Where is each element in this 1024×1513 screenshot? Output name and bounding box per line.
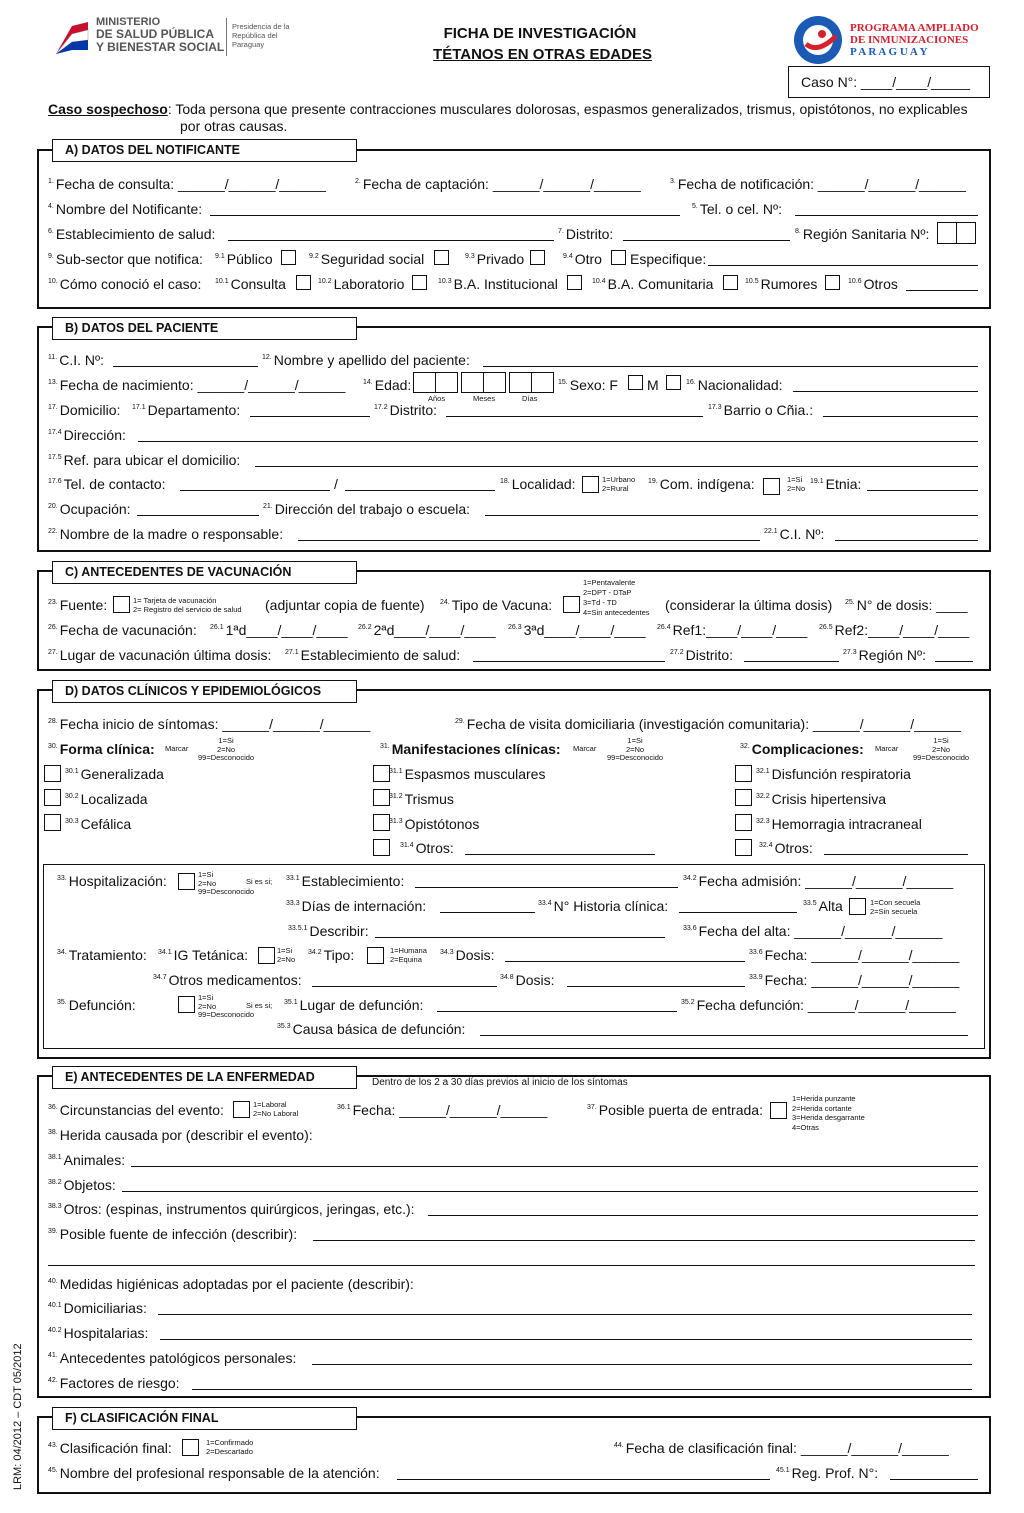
ci-madre-line[interactable] xyxy=(835,540,978,541)
domicilio-label: $^{17.}$ Domicilio: xyxy=(48,402,121,418)
ministry-line2: DE SALUD PÚBLICA xyxy=(96,27,215,41)
dosis-ig-line[interactable] xyxy=(505,961,745,962)
cefalica-checkbox[interactable] xyxy=(44,814,61,831)
hospitalarias-line[interactable] xyxy=(160,1339,972,1340)
hosp-establecimiento-label: $^{33.1}$ Establecimiento: xyxy=(286,873,405,889)
fecha-consulta-field[interactable]: $^{1.}$ Fecha de consulta: ______/______/______ xyxy=(48,176,326,192)
section-c-header: C) ANTECEDENTES DE VACUNACIÓN xyxy=(52,561,357,584)
compl-marcar-text: Marcar xyxy=(875,744,899,753)
fecha-nacimiento-field[interactable]: $^{13.}$ Fecha de nacimiento: ______/______/______ xyxy=(48,377,346,393)
compl-otros-label: $^{32.4}$ Otros: xyxy=(759,840,813,856)
telefono-label: $^{5.}$ Tel. o cel. Nº: xyxy=(692,201,782,217)
hospitalizacion-label: $^{33.}$ Hospitalización: xyxy=(57,873,167,889)
localidad-options: 1=Urbano 2=Rural xyxy=(602,475,636,493)
com-indigena-options: 1=Si 2=No xyxy=(787,475,806,493)
profesional-label: $^{45.}$ Nombre del profesional responsable de la atención: xyxy=(48,1465,380,1481)
tel-contacto-line1[interactable] xyxy=(180,490,330,491)
privado-label: $^{9.3}$ Privado xyxy=(465,251,525,267)
otros-herida-line[interactable] xyxy=(428,1215,978,1216)
hosp-establecimiento-line[interactable] xyxy=(415,887,678,888)
seguridad-social-label: $^{9.2}$ Seguridad social xyxy=(309,251,425,267)
circunstancias-checkbox[interactable] xyxy=(233,1101,250,1118)
sexo-f-checkbox[interactable] xyxy=(628,375,643,390)
trismus-label: $^{31.2}$ Trismus xyxy=(389,791,454,807)
direccion-label: $^{17.4}$ Dirección: xyxy=(48,427,126,443)
tel-slash: / xyxy=(334,476,338,492)
otros-medicamentos-label: $^{34.7}$ Otros medicamentos: xyxy=(153,972,302,988)
clasificacion-final-checkbox[interactable] xyxy=(182,1439,199,1456)
reg-prof-line[interactable] xyxy=(890,1479,978,1480)
hosp-si-es-si: Si es si; xyxy=(246,877,273,886)
historia-clinica-line[interactable] xyxy=(679,912,797,913)
circunstancias-label: $^{36.}$ Circunstancias del evento: xyxy=(48,1102,224,1118)
defuncion-options: 1=Si 2=No 99=Desconocido xyxy=(198,993,255,1019)
ministry-line3: Y BIENESTAR SOCIAL xyxy=(96,40,225,54)
sexo-m-label: M xyxy=(647,377,659,393)
alta-options: 1=Con secuela 2=Sin secuela xyxy=(870,898,921,916)
opistotonos-label: $^{31.3}$ Opistótonos xyxy=(389,816,480,832)
suspected-case-label: Caso sospechoso xyxy=(48,101,168,117)
manif-otros-checkbox[interactable] xyxy=(373,839,390,856)
trismus-checkbox[interactable] xyxy=(373,789,390,806)
nombre-paciente-label: $^{12.}$ Nombre y apellido del paciente: xyxy=(262,352,470,368)
hospitalizacion-checkbox[interactable] xyxy=(178,873,195,890)
nombre-madre-label: $^{22.}$ Nombre de la madre o responsable: xyxy=(48,526,284,542)
barrio-label: $^{17.3}$ Barrio o Cñia.: xyxy=(708,402,814,418)
subsector-label: $^{9.}$ Sub-sector que notifica: xyxy=(48,251,203,267)
fecha-med-field[interactable]: $^{33.9}$ Fecha: ______/______/______ xyxy=(749,972,960,988)
nacionalidad-label: $^{16.}$ Nacionalidad: xyxy=(686,377,783,393)
rumores-label: $^{10.5}$ Rumores xyxy=(745,276,818,292)
adjuntar-fuente-note: (adjuntar copia de fuente) xyxy=(265,597,425,613)
seguridad-social-checkbox[interactable] xyxy=(434,250,449,265)
espasmos-checkbox[interactable] xyxy=(373,765,390,782)
localidad-label: $^{18.}$ Localidad: xyxy=(500,476,576,492)
anos-caption: Años xyxy=(428,394,446,403)
alta-checkbox[interactable] xyxy=(849,898,866,915)
meses-caption: Meses xyxy=(473,394,496,403)
otros-line[interactable] xyxy=(906,290,978,291)
localidad-checkbox[interactable] xyxy=(582,476,599,493)
complicaciones-label: $^{32.}$ Complicaciones: xyxy=(740,741,864,757)
lugar-defuncion-line[interactable] xyxy=(437,1011,677,1012)
edad-dias-box1[interactable] xyxy=(509,372,532,393)
section-a-header: A) DATOS DEL NOTIFICANTE xyxy=(52,139,357,162)
manif-options: 1=Si 2=No 99=Desconocido xyxy=(607,736,664,762)
dias-internacion-label: $^{33.3}$ Días de internación: xyxy=(286,898,427,914)
telefono-line[interactable] xyxy=(795,215,978,216)
dosis3-field[interactable]: $^{26.3}$ 3ªd____/____/____ xyxy=(508,622,646,638)
dias-internacion-line[interactable] xyxy=(440,912,535,913)
direccion-trabajo-line[interactable] xyxy=(485,515,978,516)
ig-tetanica-options: 1=Si 2=No xyxy=(277,946,296,964)
barrio-line[interactable] xyxy=(823,416,978,417)
generalizada-checkbox[interactable] xyxy=(44,765,61,782)
localizada-checkbox[interactable] xyxy=(44,789,61,806)
tratamiento-label: $^{34.}$ Tratamiento: xyxy=(57,947,147,963)
opistotonos-checkbox[interactable] xyxy=(373,814,390,831)
especifique-label: Especifique: xyxy=(630,251,707,267)
circunstancias-options: 1=Laboral 2=No Laboral xyxy=(253,1100,299,1118)
puerta-entrada-options: 1=Herida punzante 2=Herida cortante 3=Herida desgarrante 4=Otras xyxy=(792,1094,865,1132)
alta-label: $^{33.5}$ Alta xyxy=(803,898,843,914)
def-si-es-si: Si es si; xyxy=(246,1001,273,1010)
dosis-ig-label: $^{34.3}$ Dosis: xyxy=(440,947,495,963)
referencia-label: $^{17.5}$ Ref. para ubicar el domicilio: xyxy=(48,452,241,468)
pai-line2: DE INMUNIZACIONES xyxy=(850,34,969,46)
antecedentes-patologicos-label: $^{41.}$ Antecedentes patológicos personales: xyxy=(48,1350,297,1366)
establecimiento-vac-line[interactable] xyxy=(473,661,665,662)
fuente-label: $^{23.}$ Fuente: xyxy=(48,597,108,613)
section-d-header: D) DATOS CLÍNICOS Y EPIDEMIOLÓGICOS xyxy=(52,680,357,703)
causa-defuncion-label: $^{35.3}$ Causa básica de defunción: xyxy=(277,1021,466,1037)
ocupacion-label: $^{20.}$ Ocupación: xyxy=(48,501,131,517)
section-e-header: E) ANTECEDENTES DE LA ENFERMEDAD xyxy=(52,1066,357,1089)
medidas-higienicas-label: $^{40.}$ Medidas higiénicas adoptadas por el paciente (describir): xyxy=(48,1276,414,1292)
otro-label: $^{9.4}$ Otro xyxy=(563,251,602,267)
refuerzo1-field[interactable]: $^{26.4}$ Ref1:____/____/____ xyxy=(657,622,808,638)
tipo-vacuna-label: $^{24.}$ Tipo de Vacuna: xyxy=(440,597,553,613)
generalizada-label: $^{30.1}$ Generalizada xyxy=(65,766,164,782)
dias-caption: Días xyxy=(522,394,538,403)
numero-dosis-field[interactable]: $^{25.}$ N° de dosis: ____ xyxy=(845,597,968,613)
laboratorio-label: $^{10.2}$ Laboratorio xyxy=(318,276,405,292)
animales-label: $^{38.1}$ Animales: xyxy=(48,1152,126,1168)
pai-logo xyxy=(792,14,1002,66)
otro-checkbox[interactable] xyxy=(611,250,626,265)
nombre-madre-line[interactable] xyxy=(298,540,760,541)
domiciliarias-label: $^{40.1}$ Domiciliarias: xyxy=(48,1300,147,1316)
disfuncion-checkbox[interactable] xyxy=(735,765,752,782)
dosis-med-label: $^{34.8}$ Dosis: xyxy=(500,972,555,988)
fecha-defuncion-field[interactable]: $^{35.2}$ Fecha defunción: ______/______/______ xyxy=(681,997,956,1013)
describir-line[interactable] xyxy=(375,937,665,938)
factores-riesgo-label: $^{42.}$ Factores de riesgo: xyxy=(48,1375,180,1391)
defuncion-label: $^{35.}$ Defunción: xyxy=(57,997,136,1013)
region-sanitaria-box1[interactable] xyxy=(937,222,957,244)
fecha-vacunacion-label: $^{26.}$ Fecha de vacunación: xyxy=(48,622,197,638)
compl-options: 1=Si 2=No 99=Desconocido xyxy=(913,736,970,762)
section-b-box xyxy=(37,326,991,552)
hemorragia-checkbox[interactable] xyxy=(735,814,752,831)
dosis2-field[interactable]: $^{26.2}$ 2ªd____/____/____ xyxy=(358,622,496,638)
fecha-evento-field[interactable]: $^{36.1}$ Fecha: ______/______/______ xyxy=(337,1102,548,1118)
laboratorio-checkbox[interactable] xyxy=(412,275,427,290)
dosis-med-line[interactable] xyxy=(567,986,745,987)
tipo-vacuna-checkbox[interactable] xyxy=(563,596,580,613)
distrito-vac-line[interactable] xyxy=(744,661,839,662)
crisis-label: $^{32.2}$ Crisis hipertensiva xyxy=(756,791,886,807)
herida-causada-label: $^{38.}$ Herida causada por (describir el evento): xyxy=(48,1127,313,1143)
objetos-line[interactable] xyxy=(122,1191,978,1192)
ba-institucional-label: $^{10.3}$ B.A. Institucional xyxy=(438,276,558,292)
tipo-ig-checkbox[interactable] xyxy=(367,947,384,964)
consulta-label: $^{10.1}$ Consulta xyxy=(215,276,286,292)
tel-contacto-label: $^{17.6}$ Tel. de contacto: xyxy=(48,476,166,492)
nacionalidad-line[interactable] xyxy=(793,391,978,392)
ministry-line1: MINISTERIO xyxy=(96,16,161,28)
paraguay-flag-icon xyxy=(52,20,92,64)
nombre-notificante-label: $^{4.}$ Nombre del Notificante: xyxy=(48,201,203,217)
factores-riesgo-line[interactable] xyxy=(192,1389,972,1390)
otros-medicamentos-line[interactable] xyxy=(312,986,497,987)
lugar-vacunacion-label: $^{27.}$ Lugar de vacunación última dosis: xyxy=(48,647,272,663)
otros-label: $^{10.6}$ Otros xyxy=(848,276,898,292)
direccion-trabajo-label: $^{21.}$ Dirección del trabajo o escuela: xyxy=(263,501,471,517)
distrito-paciente-line[interactable] xyxy=(446,416,703,417)
ultima-dosis-note: (considerar la última dosis) xyxy=(665,597,833,613)
establecimiento-label: $^{6.}$ Establecimiento de salud: xyxy=(48,226,216,242)
consulta-checkbox[interactable] xyxy=(296,275,311,290)
publico-checkbox[interactable] xyxy=(281,250,296,265)
suspected-case-text: : Toda persona que presente contracciones musculares dolorosas, espasmos generalizados, trismus, opistótonos, no explicables xyxy=(167,101,968,117)
ig-tetanica-checkbox[interactable] xyxy=(258,947,275,964)
hospitalizacion-options: 1=Si 2=No 99=Desconocido xyxy=(198,870,255,896)
fuente-infeccion-line2[interactable] xyxy=(48,1265,975,1266)
fecha-ig-field[interactable]: $^{33.6}$ Fecha: ______/______/______ xyxy=(749,947,960,963)
compl-otros-line[interactable] xyxy=(824,854,968,855)
edad-meses-box1[interactable] xyxy=(461,372,484,393)
pai-line3: P A R A G U A Y xyxy=(850,46,928,58)
form-version-code: LRM: 04/2012 – CDT 05/2012 xyxy=(12,1343,24,1490)
etnia-label: $^{19.1}$ Etnia: xyxy=(810,476,862,492)
fuente-infeccion-line1[interactable] xyxy=(313,1240,975,1241)
distrito-vac-label: $^{27.2}$ Distrito: xyxy=(670,647,734,663)
establecimiento-line[interactable] xyxy=(228,240,554,241)
distrito-line[interactable] xyxy=(623,240,790,241)
describir-label: $^{33.5.1}$ Describir: xyxy=(288,923,369,939)
edad-dias-box2[interactable] xyxy=(531,372,554,393)
tipo-vacuna-options: 1=Pentavalente 2=DPT - DTaP 3=Td - TD 4=Sin antecedentes xyxy=(583,578,650,617)
direccion-line[interactable] xyxy=(138,441,978,442)
fecha-captacion-field[interactable]: $^{2.}$ Fecha de captación: ______/______/______ xyxy=(355,176,641,192)
puerta-entrada-checkbox[interactable] xyxy=(770,1102,787,1119)
fecha-visita-domiciliaria-field[interactable]: $^{29.}$ Fecha de visita domiciliaria (investigación comunitaria): ______/______/______ xyxy=(455,716,961,732)
distrito-label: $^{7.}$ Distrito: xyxy=(558,226,614,242)
fuente-infeccion-label: $^{39.}$ Posible fuente de infección (describir): xyxy=(48,1226,298,1242)
section-e-note: Dentro de los 2 a 30 días previos al inicio de los síntomas xyxy=(372,1077,628,1088)
fecha-inicio-sintomas-field[interactable]: $^{28.}$ Fecha inicio de síntomas: ______/______/______ xyxy=(48,716,371,732)
region-sanitaria-label: $^{8.}$ Región Sanitaria Nº: xyxy=(795,226,930,242)
departamento-line[interactable] xyxy=(250,416,370,417)
region-vac-line[interactable] xyxy=(935,661,973,662)
section-b-header: B) DATOS DEL PACIENTE xyxy=(52,317,357,340)
edad-label: $^{14.}$ Edad: xyxy=(363,377,412,393)
region-sanitaria-box2[interactable] xyxy=(956,222,976,244)
etnia-line[interactable] xyxy=(867,490,978,491)
cefalica-label: $^{30.3}$ Cefálica xyxy=(65,816,132,832)
com-indigena-label: $^{19.}$ Com. indígena: xyxy=(648,476,755,492)
domiciliarias-line[interactable] xyxy=(158,1314,972,1315)
tipo-ig-label: $^{34.2}$ Tipo: xyxy=(308,947,355,963)
referencia-line[interactable] xyxy=(255,466,978,467)
historia-clinica-label: $^{33.4}$ N° Historia clínica: xyxy=(538,898,669,914)
compl-otros-checkbox[interactable] xyxy=(735,839,752,856)
causa-defuncion-line[interactable] xyxy=(480,1035,968,1036)
tel-contacto-line2[interactable] xyxy=(345,490,495,491)
caso-number-field[interactable]: Caso N°: ____/____/_____ xyxy=(801,74,971,90)
especifique-line[interactable] xyxy=(708,265,978,266)
como-conocio-label: $^{10.}$ Cómo conoció el caso: xyxy=(48,276,202,292)
form-title-line1: FICHA DE INVESTIGACIÓN xyxy=(443,25,637,42)
ba-comunitaria-label: $^{10.4}$ B.A. Comunitaria xyxy=(592,276,714,292)
nombre-notificante-line[interactable] xyxy=(210,215,680,216)
lugar-defuncion-label: $^{35.1}$ Lugar de defunción: xyxy=(284,997,424,1013)
animales-line[interactable] xyxy=(131,1166,978,1167)
localizada-label: $^{30.2}$ Localizada xyxy=(65,791,148,807)
clasificacion-final-label: $^{43.}$ Clasificación final: xyxy=(48,1440,172,1456)
forma-clinica-label: $^{30.}$ Forma clínica: xyxy=(48,741,155,757)
forma-marcar-text: Marcar xyxy=(165,744,189,753)
ci-label: $^{11.}$ C.I. Nº: xyxy=(48,352,105,368)
fuente-options: 1= Tarjeta de vacunación 2= Registro del servicio de salud xyxy=(133,596,242,614)
mspbs-logo xyxy=(52,16,302,64)
nombre-paciente-line[interactable] xyxy=(483,366,978,367)
privado-checkbox[interactable] xyxy=(530,250,545,265)
form-title-line2: TÉTANOS EN OTRAS EDADES xyxy=(433,46,652,63)
ba-comunitaria-checkbox[interactable] xyxy=(723,275,738,290)
establecimiento-vac-label: $^{27.1}$ Establecimiento de salud: xyxy=(285,647,461,663)
edad-meses-box2[interactable] xyxy=(483,372,506,393)
refuerzo2-field[interactable]: $^{26.5}$ Ref2:____/____/____ xyxy=(819,622,970,638)
sexo-m-checkbox[interactable] xyxy=(666,375,681,390)
manifestaciones-label: $^{31.}$ Manifestaciones clínicas: xyxy=(380,741,561,757)
dosis1-field[interactable]: $^{26.1}$ 1ªd____/____/____ xyxy=(210,622,348,638)
fuente-checkbox[interactable] xyxy=(113,596,130,613)
section-f-header: F) CLASIFICACIÓN FINAL xyxy=(52,1407,357,1430)
forma-options: 1=Si 2=No 99=Desconocido xyxy=(198,736,255,762)
clasificacion-options: 1=Confirmado 2=Descartado xyxy=(206,1438,254,1456)
edad-anos-box1[interactable] xyxy=(413,372,436,393)
manif-marcar-text: Marcar xyxy=(573,744,597,753)
publico-label: $^{9.1}$ Público xyxy=(215,251,273,267)
ci-line[interactable] xyxy=(113,366,258,367)
ba-institucional-checkbox[interactable] xyxy=(567,275,582,290)
ci-madre-label: $^{22.1}$ C.I. Nº: xyxy=(764,526,825,542)
ig-tetanica-label: $^{34.1}$ IG Tetánica: xyxy=(158,947,249,963)
departamento-label: $^{17.1}$ Departamento: xyxy=(132,402,241,418)
fecha-admision-field[interactable]: $^{34.2}$ Fecha admisión: ______/______/______ xyxy=(683,873,954,889)
ocupacion-line[interactable] xyxy=(137,515,259,516)
manif-otros-label: $^{31.4}$ Otros: xyxy=(400,840,454,856)
hemorragia-label: $^{32.3}$ Hemorragia intracraneal xyxy=(756,816,922,832)
puerta-entrada-label: $^{37.}$ Posible puerta de entrada: xyxy=(587,1102,763,1118)
rumores-checkbox[interactable] xyxy=(825,275,840,290)
fecha-alta-field[interactable]: $^{33.6}$ Fecha del alta: ______/______/______ xyxy=(683,923,943,939)
hospitalarias-label: $^{40.2}$ Hospitalarias: xyxy=(48,1325,149,1341)
manif-otros-line[interactable] xyxy=(465,854,655,855)
objetos-label: $^{38.2}$ Objetos: xyxy=(48,1177,116,1193)
fecha-notificacion-field[interactable]: $^{3.}$ Fecha de notificación: ______/______/______ xyxy=(670,176,966,192)
distrito-paciente-label: $^{17.2}$ Distrito: xyxy=(374,402,438,418)
espasmos-label: $^{31.1}$ Espasmos musculares xyxy=(389,766,546,782)
crisis-checkbox[interactable] xyxy=(735,789,752,806)
region-vac-label: $^{27.3}$ Región Nº: xyxy=(843,647,926,663)
sexo-label: $^{15.}$ Sexo: F xyxy=(558,377,618,393)
profesional-line[interactable] xyxy=(397,1479,770,1480)
suspected-case-text-cont: por otras causas. xyxy=(180,118,288,134)
presidency-text: Presidencia de la República del Paraguay xyxy=(232,22,290,49)
caso-number-box xyxy=(788,66,990,98)
suspected-case-definition xyxy=(48,101,968,117)
com-indigena-checkbox[interactable] xyxy=(763,478,780,495)
defuncion-checkbox[interactable] xyxy=(178,996,195,1013)
edad-anos-box2[interactable] xyxy=(435,372,458,393)
disfuncion-label: $^{32.1}$ Disfunción respiratoria xyxy=(756,766,911,782)
pai-line1: PROGRAMA AMPLIADO xyxy=(850,22,979,34)
reg-prof-label: $^{45.1}$ Reg. Prof. N°: xyxy=(776,1465,879,1481)
pai-emblem-icon xyxy=(792,14,844,66)
tipo-ig-options: 1=Humana 2=Equina xyxy=(390,946,427,964)
fecha-clasificacion-field[interactable]: $^{44.}$ Fecha de clasificación final: ______/______/______ xyxy=(614,1440,949,1456)
antecedentes-patologicos-line[interactable] xyxy=(312,1364,972,1365)
otros-herida-label: $^{38.3}$ Otros: (espinas, instrumentos quirúrgicos, jeringas, etc.): xyxy=(48,1201,415,1217)
